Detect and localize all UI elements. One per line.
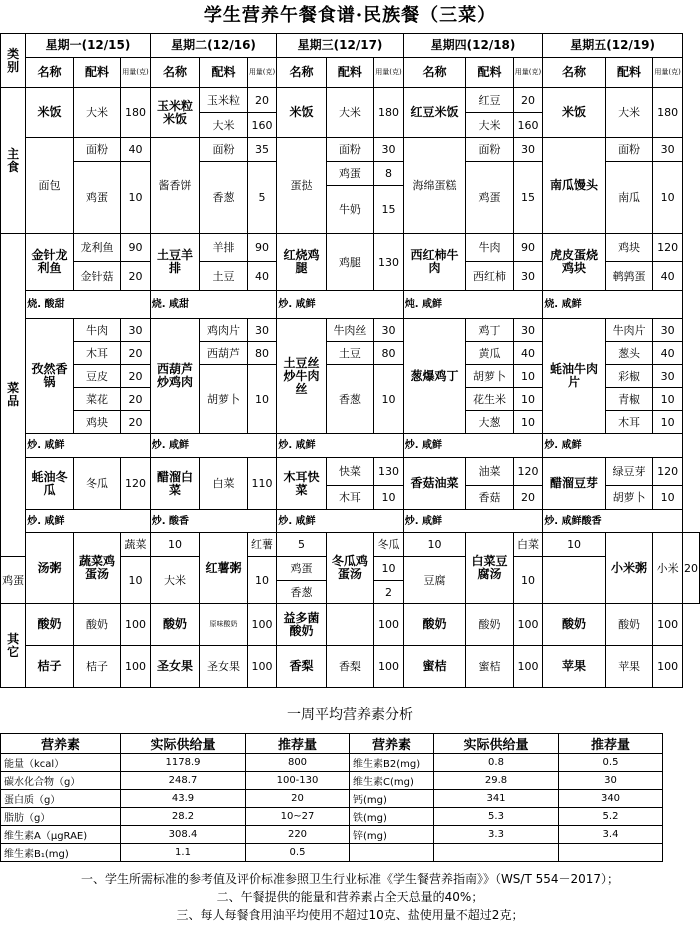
ingredient: 面粉 — [326, 138, 374, 162]
cooking-method: 烧. 咸鲜 — [543, 291, 683, 319]
amount: 30 — [374, 319, 404, 342]
amount: 120 — [653, 234, 683, 262]
nutrition-cell: 0.5 — [246, 844, 350, 862]
dish-name: 米饭 — [26, 88, 74, 138]
amount: 10 — [513, 365, 543, 388]
ingredient: 彩椒 — [605, 365, 653, 388]
amount: 10 — [121, 557, 151, 604]
dish-name: 葱爆鸡丁 — [403, 319, 466, 434]
day-header: 星期五(12/19) — [543, 34, 683, 58]
amount: 100 — [513, 604, 543, 646]
amount: 10 — [121, 162, 151, 234]
ingredient: 鸡肉片 — [200, 319, 248, 342]
cooking-method: 炒. 咸鲜 — [403, 434, 543, 458]
nutrition-cell: 800 — [246, 754, 350, 772]
dish-name: 西红柿牛肉 — [403, 234, 466, 291]
name-header: 名称 — [277, 58, 326, 88]
amount-header: 用量(克) — [513, 58, 543, 88]
dish-name: 虎皮蛋烧鸡块 — [543, 234, 606, 291]
amount: 5 — [277, 533, 326, 557]
dish-name: 白菜豆腐汤 — [466, 533, 514, 604]
ingredient: 冬瓜 — [73, 458, 121, 510]
ingredient-header: 配料 — [605, 58, 653, 88]
amount: 10 — [653, 411, 683, 434]
ingredient-header: 配料 — [326, 58, 374, 88]
amount: 35 — [247, 138, 277, 162]
amount: 10 — [150, 533, 200, 557]
ingredient: 大米 — [326, 88, 374, 138]
footnotes — [0, 870, 700, 924]
ingredient: 面粉 — [200, 138, 248, 162]
ingredient: 香葱 — [200, 162, 248, 234]
amount: 10 — [513, 557, 543, 604]
amount: 100 — [247, 604, 277, 646]
ingredient: 大葱 — [466, 411, 514, 434]
amount: 180 — [374, 88, 404, 138]
amount: 100 — [374, 604, 404, 646]
ingredient: 小米 — [653, 533, 683, 604]
amount: 160 — [513, 113, 543, 138]
day-header: 星期三(12/17) — [277, 34, 403, 58]
nutrition-cell — [434, 844, 559, 862]
cooking-method: 炒. 咸鲜 — [26, 510, 151, 533]
nutrition-cell: 维生素B2(mg) — [350, 754, 434, 772]
amount: 130 — [374, 458, 404, 486]
amount: 10 — [247, 365, 277, 434]
dish-name: 海绵蛋糕 — [403, 138, 466, 234]
nutrition-header: 实际供给量 — [434, 734, 559, 754]
amount: 8 — [374, 162, 404, 186]
ingredient-header: 配料 — [73, 58, 121, 88]
ingredient: 西红柿 — [466, 262, 514, 291]
ingredient: 面粉 — [605, 138, 653, 162]
category-label: 汤粥 — [26, 533, 74, 604]
day-header: 星期二(12/16) — [150, 34, 277, 58]
dish-name: 蜜桔 — [403, 646, 466, 688]
dish-name: 蔬菜鸡蛋汤 — [73, 533, 121, 604]
nutrition-header: 推荐量 — [559, 734, 663, 754]
amount: 120 — [653, 458, 683, 486]
ingredient: 绿豆芽 — [605, 458, 653, 486]
dish-name: 醋溜白菜 — [150, 458, 200, 510]
ingredient: 鸡蛋 — [277, 557, 326, 581]
cooking-method: 炒. 咸鲜 — [150, 434, 277, 458]
ingredient: 胡萝卜 — [605, 486, 653, 510]
dish-name: 蛋挞 — [277, 138, 326, 234]
nutrition-table — [0, 733, 663, 862]
ingredient: 土豆 — [200, 262, 248, 291]
dish-name: 酸奶 — [26, 604, 74, 646]
amount: 20 — [121, 262, 151, 291]
nutrition-cell: 248.7 — [121, 772, 246, 790]
ingredient: 牛肉 — [73, 319, 121, 342]
page-title: 学生营养午餐食谱·民族餐（三菜） — [203, 5, 497, 26]
amount: 10 — [513, 388, 543, 411]
amount: 15 — [513, 162, 543, 234]
dish-name: 酸奶 — [543, 604, 606, 646]
ingredient: 鸡蛋 — [73, 162, 121, 234]
ingredient: 葱头 — [605, 342, 653, 365]
amount: 10 — [403, 533, 466, 557]
amount: 2 — [374, 581, 404, 604]
nutrition-cell: 维生素A（μgRAE) — [1, 826, 121, 844]
amount: 40 — [247, 262, 277, 291]
nutrition-cell: 20 — [246, 790, 350, 808]
name-header: 名称 — [403, 58, 466, 88]
amount: 160 — [247, 113, 277, 138]
day-header: 星期四(12/18) — [403, 34, 543, 58]
ingredient — [326, 604, 374, 646]
nutrition-cell: 0.8 — [434, 754, 559, 772]
note-3: 三、每人每餐食用油平均使用不超过10克、盐使用量不超过2克； — [176, 908, 524, 922]
ingredient: 白菜 — [200, 458, 248, 510]
amount-header: 用量(克) — [247, 58, 277, 88]
dish-name: 桔子 — [26, 646, 74, 688]
dish-name: 冬瓜鸡蛋汤 — [326, 533, 374, 604]
ingredient: 鸡块 — [73, 411, 121, 434]
ingredient-header: 配料 — [466, 58, 514, 88]
ingredient: 胡萝卜 — [466, 365, 514, 388]
dish-name: 金针龙利鱼 — [26, 234, 74, 291]
ingredient: 土豆 — [326, 342, 374, 365]
amount: 40 — [653, 342, 683, 365]
dish-name: 米饭 — [277, 88, 326, 138]
nutrition-cell: 能量（kcal） — [1, 754, 121, 772]
amount: 20 — [121, 342, 151, 365]
amount: 30 — [121, 319, 151, 342]
amount: 30 — [513, 262, 543, 291]
dish-name: 酸奶 — [150, 604, 200, 646]
dish-name: 玉米粒米饭 — [150, 88, 200, 138]
day-header: 星期一(12/15) — [26, 34, 151, 58]
nutrition-cell — [350, 844, 434, 862]
ingredient: 大米 — [73, 88, 121, 138]
dish-name: 土豆羊排 — [150, 234, 200, 291]
ingredient: 香梨 — [326, 646, 374, 688]
dish-name: 益多菌酸奶 — [277, 604, 326, 646]
ingredient: 原味酸奶 — [200, 604, 248, 646]
amount: 40 — [513, 342, 543, 365]
ingredient: 菜花 — [73, 388, 121, 411]
note-2: 二、午餐提供的能量和营养素占全天总量的40%； — [216, 890, 484, 904]
amount: 180 — [121, 88, 151, 138]
nutrition-header: 实际供给量 — [121, 734, 246, 754]
ingredient: 蜜桔 — [466, 646, 514, 688]
amount: 100 — [247, 646, 277, 688]
amount: 90 — [121, 234, 151, 262]
ingredient: 快菜 — [326, 458, 374, 486]
amount: 10 — [543, 533, 606, 557]
ingredient: 大米 — [466, 113, 514, 138]
nutrition-cell: 铁(mg) — [350, 808, 434, 826]
name-header: 名称 — [150, 58, 200, 88]
amount: 100 — [374, 646, 404, 688]
amount: 80 — [247, 342, 277, 365]
ingredient: 西葫芦 — [200, 342, 248, 365]
amount: 20 — [513, 88, 543, 113]
amount: 40 — [653, 262, 683, 291]
amount: 100 — [653, 646, 683, 688]
amount: 20 — [121, 365, 151, 388]
amount: 180 — [653, 88, 683, 138]
amount: 90 — [513, 234, 543, 262]
ingredient: 龙利鱼 — [73, 234, 121, 262]
ingredient: 红薯 — [247, 533, 277, 557]
name-header: 名称 — [26, 58, 74, 88]
dish-name: 苹果 — [543, 646, 606, 688]
ingredient: 鸡蛋 — [326, 162, 374, 186]
dish-name: 土豆丝炒牛肉丝 — [277, 319, 326, 434]
ingredient: 苹果 — [605, 646, 653, 688]
ingredient: 香葱 — [326, 365, 374, 434]
amount: 15 — [374, 186, 404, 234]
amount: 10 — [653, 486, 683, 510]
ingredient: 青椒 — [605, 388, 653, 411]
amount: 100 — [513, 646, 543, 688]
nutrition-cell: 43.9 — [121, 790, 246, 808]
nutrition-cell: 碳水化合物（g） — [1, 772, 121, 790]
nutrition-cell: 100-130 — [246, 772, 350, 790]
amount: 20 — [683, 533, 700, 604]
dish-name: 圣女果 — [150, 646, 200, 688]
ingredient: 圣女果 — [200, 646, 248, 688]
ingredient: 豆腐 — [403, 557, 466, 604]
amount: 10 — [374, 557, 404, 581]
nutrition-cell: 341 — [434, 790, 559, 808]
ingredient: 牛奶 — [326, 186, 374, 234]
dish-name: 蚝油牛肉片 — [543, 319, 606, 434]
ingredient: 牛肉 — [466, 234, 514, 262]
ingredient: 酸奶 — [605, 604, 653, 646]
dish-name: 西葫芦炒鸡肉 — [150, 319, 200, 434]
amount: 120 — [121, 458, 151, 510]
amount: 130 — [374, 234, 404, 291]
cooking-method: 炒. 咸鲜 — [277, 510, 403, 533]
ingredient: 大米 — [150, 557, 200, 604]
amount: 30 — [653, 138, 683, 162]
amount: 30 — [247, 319, 277, 342]
ingredient: 胡萝卜 — [200, 365, 248, 434]
amount: 30 — [513, 138, 543, 162]
nutrition-cell: 220 — [246, 826, 350, 844]
ingredient: 木耳 — [326, 486, 374, 510]
amount: 100 — [653, 604, 683, 646]
ingredient: 蔬菜 — [121, 533, 151, 557]
cooking-method: 炒. 咸鲜 — [26, 434, 151, 458]
amount: 110 — [247, 458, 277, 510]
nutrition-header: 推荐量 — [246, 734, 350, 754]
category-label: 其它 — [1, 604, 26, 688]
nutrition-cell: 308.4 — [121, 826, 246, 844]
category-header: 类别 — [1, 34, 26, 88]
ingredient: 鹌鹑蛋 — [605, 262, 653, 291]
ingredient: 面粉 — [466, 138, 514, 162]
amount: 10 — [247, 557, 277, 604]
amount: 10 — [513, 411, 543, 434]
nutrition-cell: 29.8 — [434, 772, 559, 790]
ingredient: 香葱 — [277, 581, 326, 604]
ingredient: 红豆 — [466, 88, 514, 113]
ingredient: 豆皮 — [73, 365, 121, 388]
cooking-method: 炖. 咸鲜 — [403, 291, 543, 319]
ingredient: 木耳 — [605, 411, 653, 434]
amount-header: 用量(克) — [121, 58, 151, 88]
cooking-method: 炒. 咸鲜 — [277, 434, 403, 458]
ingredient: 牛肉片 — [605, 319, 653, 342]
amount: 30 — [653, 365, 683, 388]
nutrition-cell: 1178.9 — [121, 754, 246, 772]
amount: 10 — [653, 388, 683, 411]
amount: 10 — [374, 486, 404, 510]
ingredient: 鸡腿 — [326, 234, 374, 291]
amount: 20 — [247, 88, 277, 113]
dish-name: 小米粥 — [605, 533, 653, 604]
dish-name: 醋溜豆芽 — [543, 458, 606, 510]
nutrition-cell: 3.3 — [434, 826, 559, 844]
ingredient: 大米 — [605, 88, 653, 138]
nutrition-header: 营养素 — [350, 734, 434, 754]
ingredient: 桔子 — [73, 646, 121, 688]
ingredient: 羊排 — [200, 234, 248, 262]
amount: 40 — [121, 138, 151, 162]
weekly-nutrition-title: 一周平均营养素分析 — [287, 707, 413, 723]
amount: 30 — [374, 138, 404, 162]
ingredient: 金针菇 — [73, 262, 121, 291]
menu-table — [0, 33, 700, 688]
dish-name: 香梨 — [277, 646, 326, 688]
note-1: 一、学生所需标准的参考值及评价标准参照卫生行业标准《学生餐营养指南》》（WS/T 554－2017）； — [80, 872, 620, 886]
amount: 120 — [513, 458, 543, 486]
ingredient: 鸡块 — [605, 234, 653, 262]
nutrition-cell: 5.3 — [434, 808, 559, 826]
dish-name: 红烧鸡腿 — [277, 234, 326, 291]
dish-name: 面包 — [26, 138, 74, 234]
ingredient: 鸡蛋 — [466, 162, 514, 234]
dish-name: 香菇油菜 — [403, 458, 466, 510]
dish-name: 米饭 — [543, 88, 606, 138]
nutrition-cell: 蛋白质（g） — [1, 790, 121, 808]
cooking-method: 炒. 咸鲜 — [543, 434, 683, 458]
amount: 30 — [513, 319, 543, 342]
ingredient: 香菇 — [466, 486, 514, 510]
ingredient: 牛肉丝 — [326, 319, 374, 342]
amount: 10 — [374, 365, 404, 434]
amount: 20 — [121, 388, 151, 411]
amount-header: 用量(克) — [653, 58, 683, 88]
dish-name: 孜然香锅 — [26, 319, 74, 434]
nutrition-cell: 10~27 — [246, 808, 350, 826]
nutrition-cell: 30 — [559, 772, 663, 790]
cooking-method: 炒. 咸鲜酸香 — [543, 510, 683, 533]
nutrition-cell: 5.2 — [559, 808, 663, 826]
ingredient: 鸡蛋 — [1, 557, 26, 604]
category-label: 主食 — [1, 88, 26, 234]
nutrition-cell: 28.2 — [121, 808, 246, 826]
nutrition-cell: 维生素B₁(mg) — [1, 844, 121, 862]
dish-name: 红豆米饭 — [403, 88, 466, 138]
ingredient: 大米 — [200, 113, 248, 138]
dish-name: 南瓜馒头 — [543, 138, 606, 234]
amount: 100 — [121, 604, 151, 646]
amount: 10 — [653, 162, 683, 234]
ingredient: 鸡丁 — [466, 319, 514, 342]
dish-name: 酸奶 — [403, 604, 466, 646]
cooking-method: 炒. 咸鲜 — [403, 510, 543, 533]
nutrition-cell: 维生素C(mg) — [350, 772, 434, 790]
dish-name: 红薯粥 — [200, 533, 248, 604]
ingredient: 冬瓜 — [374, 533, 404, 557]
ingredient: 花生米 — [466, 388, 514, 411]
ingredient: 面粉 — [73, 138, 121, 162]
ingredient: 黄瓜 — [466, 342, 514, 365]
ingredient: 白菜 — [513, 533, 543, 557]
category-label: 菜品 — [1, 234, 26, 557]
cooking-method: 炒. 酸香 — [150, 510, 277, 533]
nutrition-cell: 340 — [559, 790, 663, 808]
nutrition-cell: 1.1 — [121, 844, 246, 862]
dish-name: 蚝油冬瓜 — [26, 458, 74, 510]
ingredient: 玉米粒 — [200, 88, 248, 113]
ingredient: 酸奶 — [466, 604, 514, 646]
ingredient: 南瓜 — [605, 162, 653, 234]
dish-name: 木耳快菜 — [277, 458, 326, 510]
ingredient: 油菜 — [466, 458, 514, 486]
nutrition-cell: 钙(mg) — [350, 790, 434, 808]
amount: 80 — [374, 342, 404, 365]
amount: 5 — [247, 162, 277, 234]
cooking-method: 烧. 酸甜 — [26, 291, 151, 319]
amount: 90 — [247, 234, 277, 262]
ingredient: 木耳 — [73, 342, 121, 365]
nutrition-header: 营养素 — [1, 734, 121, 754]
nutrition-cell: 脂肪（g） — [1, 808, 121, 826]
amount: 100 — [121, 646, 151, 688]
nutrition-cell: 0.5 — [559, 754, 663, 772]
nutrition-cell — [559, 844, 663, 862]
cooking-method: 炒. 咸鲜 — [277, 291, 403, 319]
name-header: 名称 — [543, 58, 606, 88]
ingredient: 酸奶 — [73, 604, 121, 646]
cooking-method: 烧. 咸甜 — [150, 291, 277, 319]
nutrition-cell: 锌(mg) — [350, 826, 434, 844]
nutrition-cell: 3.4 — [559, 826, 663, 844]
amount: 30 — [653, 319, 683, 342]
dish-name: 酱香饼 — [150, 138, 200, 234]
ingredient-header: 配料 — [200, 58, 248, 88]
amount: 20 — [513, 486, 543, 510]
amount-header: 用量(克) — [374, 58, 404, 88]
amount: 20 — [121, 411, 151, 434]
